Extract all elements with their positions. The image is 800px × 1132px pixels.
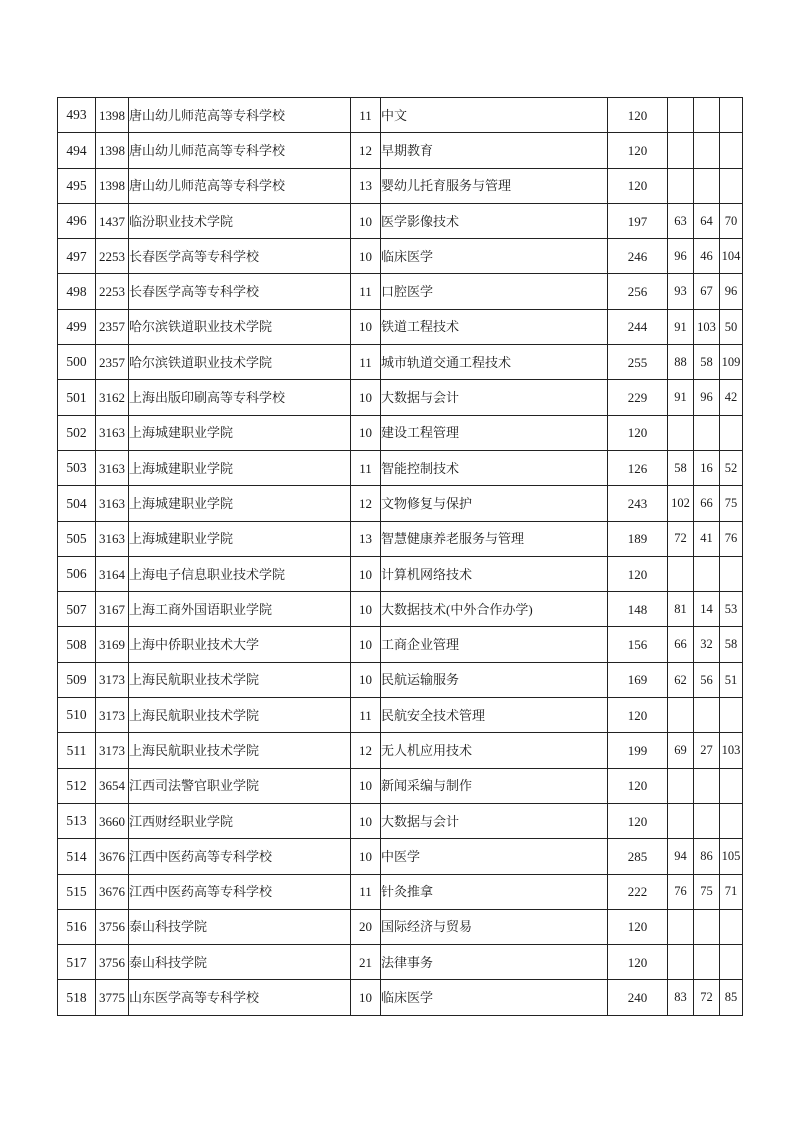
sub-score-3-cell xyxy=(720,909,743,944)
seq-number-cell: 495 xyxy=(58,168,96,203)
sub-score-2-cell: 27 xyxy=(694,733,720,768)
sub-score-1-cell xyxy=(668,415,694,450)
seq-number-cell: 498 xyxy=(58,274,96,309)
major-code-cell: 10 xyxy=(351,768,381,803)
major-name-cell: 法律事务 xyxy=(381,945,608,980)
school-code-cell: 3676 xyxy=(96,839,129,874)
table-row xyxy=(58,168,743,203)
school-code-cell: 3660 xyxy=(96,803,129,838)
school-name-cell: 山东医学高等专科学校 xyxy=(129,980,351,1015)
table-row xyxy=(58,556,743,591)
sub-score-3-cell: 85 xyxy=(720,980,743,1015)
major-name-cell: 智慧健康养老服务与管理 xyxy=(381,521,608,556)
sub-score-1-cell: 83 xyxy=(668,980,694,1015)
table-row xyxy=(58,909,743,944)
score-cell: 189 xyxy=(608,521,668,556)
major-name-cell: 临床医学 xyxy=(381,239,608,274)
score-cell: 243 xyxy=(608,486,668,521)
sub-score-2-cell xyxy=(694,698,720,733)
school-code-cell: 3163 xyxy=(96,486,129,521)
school-code-cell: 3162 xyxy=(96,380,129,415)
seq-number-cell: 515 xyxy=(58,874,96,909)
table-row xyxy=(58,839,743,874)
major-code-cell: 10 xyxy=(351,415,381,450)
major-name-cell: 民航安全技术管理 xyxy=(381,698,608,733)
score-cell: 199 xyxy=(608,733,668,768)
sub-score-1-cell: 72 xyxy=(668,521,694,556)
score-cell: 126 xyxy=(608,450,668,485)
school-name-cell: 长春医学高等专科学校 xyxy=(129,239,351,274)
major-name-cell: 中文 xyxy=(381,98,608,133)
major-code-cell: 10 xyxy=(351,627,381,662)
seq-number-cell: 510 xyxy=(58,698,96,733)
major-code-cell: 21 xyxy=(351,945,381,980)
sub-score-2-cell xyxy=(694,945,720,980)
sub-score-2-cell: 16 xyxy=(694,450,720,485)
major-name-cell: 无人机应用技术 xyxy=(381,733,608,768)
seq-number-cell: 499 xyxy=(58,309,96,344)
major-name-cell: 早期教育 xyxy=(381,133,608,168)
sub-score-3-cell: 58 xyxy=(720,627,743,662)
major-code-cell: 12 xyxy=(351,486,381,521)
sub-score-2-cell: 56 xyxy=(694,662,720,697)
sub-score-3-cell: 53 xyxy=(720,592,743,627)
seq-number-cell: 493 xyxy=(58,98,96,133)
sub-score-3-cell xyxy=(720,945,743,980)
major-name-cell: 铁道工程技术 xyxy=(381,309,608,344)
sub-score-1-cell: 88 xyxy=(668,345,694,380)
sub-score-1-cell: 62 xyxy=(668,662,694,697)
sub-score-3-cell xyxy=(720,698,743,733)
score-cell: 244 xyxy=(608,309,668,344)
major-name-cell: 计算机网络技术 xyxy=(381,556,608,591)
sub-score-3-cell xyxy=(720,768,743,803)
school-name-cell: 哈尔滨铁道职业技术学院 xyxy=(129,309,351,344)
seq-number-cell: 511 xyxy=(58,733,96,768)
sub-score-3-cell xyxy=(720,98,743,133)
table-row xyxy=(58,345,743,380)
major-name-cell: 文物修复与保护 xyxy=(381,486,608,521)
major-code-cell: 12 xyxy=(351,733,381,768)
sub-score-3-cell: 70 xyxy=(720,203,743,238)
sub-score-2-cell: 66 xyxy=(694,486,720,521)
table-row xyxy=(58,415,743,450)
table-row xyxy=(58,662,743,697)
school-code-cell: 3163 xyxy=(96,450,129,485)
sub-score-2-cell: 14 xyxy=(694,592,720,627)
sub-score-1-cell: 93 xyxy=(668,274,694,309)
school-name-cell: 哈尔滨铁道职业技术学院 xyxy=(129,345,351,380)
score-cell: 120 xyxy=(608,698,668,733)
sub-score-3-cell xyxy=(720,168,743,203)
sub-score-2-cell xyxy=(694,415,720,450)
major-code-cell: 10 xyxy=(351,380,381,415)
school-name-cell: 泰山科技学院 xyxy=(129,909,351,944)
school-code-cell: 1398 xyxy=(96,98,129,133)
score-cell: 229 xyxy=(608,380,668,415)
sub-score-3-cell: 96 xyxy=(720,274,743,309)
admission-table-body xyxy=(58,98,743,1016)
major-code-cell: 10 xyxy=(351,803,381,838)
sub-score-1-cell xyxy=(668,133,694,168)
table-row xyxy=(58,768,743,803)
major-code-cell: 13 xyxy=(351,521,381,556)
sub-score-2-cell: 46 xyxy=(694,239,720,274)
sub-score-2-cell xyxy=(694,168,720,203)
major-code-cell: 10 xyxy=(351,980,381,1015)
seq-number-cell: 513 xyxy=(58,803,96,838)
sub-score-1-cell xyxy=(668,698,694,733)
score-cell: 246 xyxy=(608,239,668,274)
sub-score-1-cell xyxy=(668,909,694,944)
school-code-cell: 3169 xyxy=(96,627,129,662)
seq-number-cell: 507 xyxy=(58,592,96,627)
sub-score-1-cell xyxy=(668,803,694,838)
table-row xyxy=(58,733,743,768)
school-code-cell: 2357 xyxy=(96,345,129,380)
sub-score-3-cell: 109 xyxy=(720,345,743,380)
school-code-cell: 3163 xyxy=(96,415,129,450)
sub-score-1-cell: 102 xyxy=(668,486,694,521)
sub-score-3-cell: 71 xyxy=(720,874,743,909)
sub-score-2-cell: 58 xyxy=(694,345,720,380)
sub-score-1-cell: 66 xyxy=(668,627,694,662)
major-code-cell: 13 xyxy=(351,168,381,203)
score-cell: 120 xyxy=(608,415,668,450)
sub-score-1-cell: 58 xyxy=(668,450,694,485)
score-cell: 156 xyxy=(608,627,668,662)
major-code-cell: 10 xyxy=(351,662,381,697)
table-row xyxy=(58,239,743,274)
major-code-cell: 10 xyxy=(351,239,381,274)
school-code-cell: 3756 xyxy=(96,945,129,980)
sub-score-2-cell xyxy=(694,133,720,168)
seq-number-cell: 497 xyxy=(58,239,96,274)
sub-score-1-cell: 63 xyxy=(668,203,694,238)
major-code-cell: 10 xyxy=(351,556,381,591)
sub-score-2-cell: 67 xyxy=(694,274,720,309)
school-code-cell: 3163 xyxy=(96,521,129,556)
table-row xyxy=(58,133,743,168)
score-cell: 120 xyxy=(608,133,668,168)
major-name-cell: 大数据与会计 xyxy=(381,803,608,838)
school-name-cell: 上海城建职业学院 xyxy=(129,415,351,450)
score-cell: 120 xyxy=(608,98,668,133)
table-row xyxy=(58,521,743,556)
score-cell: 256 xyxy=(608,274,668,309)
school-name-cell: 长春医学高等专科学校 xyxy=(129,274,351,309)
major-code-cell: 10 xyxy=(351,592,381,627)
table-row xyxy=(58,380,743,415)
table-row xyxy=(58,945,743,980)
seq-number-cell: 516 xyxy=(58,909,96,944)
seq-number-cell: 503 xyxy=(58,450,96,485)
school-code-cell: 2253 xyxy=(96,274,129,309)
score-cell: 148 xyxy=(608,592,668,627)
sub-score-3-cell: 52 xyxy=(720,450,743,485)
sub-score-2-cell xyxy=(694,768,720,803)
school-code-cell: 3756 xyxy=(96,909,129,944)
sub-score-3-cell: 75 xyxy=(720,486,743,521)
sub-score-2-cell xyxy=(694,556,720,591)
table-row xyxy=(58,627,743,662)
seq-number-cell: 508 xyxy=(58,627,96,662)
seq-number-cell: 502 xyxy=(58,415,96,450)
major-code-cell: 11 xyxy=(351,274,381,309)
score-cell: 120 xyxy=(608,945,668,980)
table-row xyxy=(58,203,743,238)
major-code-cell: 10 xyxy=(351,203,381,238)
sub-score-1-cell: 76 xyxy=(668,874,694,909)
school-name-cell: 唐山幼儿师范高等专科学校 xyxy=(129,133,351,168)
school-name-cell: 江西财经职业学院 xyxy=(129,803,351,838)
sub-score-1-cell xyxy=(668,556,694,591)
school-code-cell: 3676 xyxy=(96,874,129,909)
sub-score-2-cell: 32 xyxy=(694,627,720,662)
school-code-cell: 1398 xyxy=(96,168,129,203)
sub-score-1-cell: 91 xyxy=(668,309,694,344)
sub-score-2-cell: 96 xyxy=(694,380,720,415)
sub-score-3-cell xyxy=(720,803,743,838)
seq-number-cell: 509 xyxy=(58,662,96,697)
sub-score-1-cell: 91 xyxy=(668,380,694,415)
school-code-cell: 1437 xyxy=(96,203,129,238)
sub-score-3-cell: 51 xyxy=(720,662,743,697)
school-name-cell: 江西中医药高等专科学校 xyxy=(129,874,351,909)
major-code-cell: 20 xyxy=(351,909,381,944)
sub-score-3-cell: 103 xyxy=(720,733,743,768)
score-cell: 240 xyxy=(608,980,668,1015)
sub-score-1-cell xyxy=(668,98,694,133)
score-cell: 222 xyxy=(608,874,668,909)
sub-score-3-cell xyxy=(720,556,743,591)
seq-number-cell: 518 xyxy=(58,980,96,1015)
major-name-cell: 城市轨道交通工程技术 xyxy=(381,345,608,380)
school-name-cell: 江西司法警官职业学院 xyxy=(129,768,351,803)
school-name-cell: 上海城建职业学院 xyxy=(129,521,351,556)
major-name-cell: 中医学 xyxy=(381,839,608,874)
school-name-cell: 上海民航职业技术学院 xyxy=(129,698,351,733)
sub-score-2-cell: 64 xyxy=(694,203,720,238)
score-cell: 120 xyxy=(608,556,668,591)
school-name-cell: 上海民航职业技术学院 xyxy=(129,733,351,768)
major-name-cell: 国际经济与贸易 xyxy=(381,909,608,944)
seq-number-cell: 500 xyxy=(58,345,96,380)
major-name-cell: 新闻采编与制作 xyxy=(381,768,608,803)
major-code-cell: 10 xyxy=(351,309,381,344)
school-code-cell: 3164 xyxy=(96,556,129,591)
sub-score-3-cell: 105 xyxy=(720,839,743,874)
major-code-cell: 10 xyxy=(351,839,381,874)
school-code-cell: 1398 xyxy=(96,133,129,168)
major-code-cell: 11 xyxy=(351,874,381,909)
sub-score-3-cell: 104 xyxy=(720,239,743,274)
major-name-cell: 口腔医学 xyxy=(381,274,608,309)
major-name-cell: 大数据与会计 xyxy=(381,380,608,415)
table-row xyxy=(58,874,743,909)
school-name-cell: 上海城建职业学院 xyxy=(129,486,351,521)
school-name-cell: 上海民航职业技术学院 xyxy=(129,662,351,697)
major-name-cell: 工商企业管理 xyxy=(381,627,608,662)
score-cell: 120 xyxy=(608,909,668,944)
major-code-cell: 12 xyxy=(351,133,381,168)
sub-score-1-cell xyxy=(668,768,694,803)
seq-number-cell: 517 xyxy=(58,945,96,980)
school-code-cell: 3173 xyxy=(96,698,129,733)
table-row xyxy=(58,486,743,521)
school-code-cell: 3775 xyxy=(96,980,129,1015)
school-name-cell: 上海出版印刷高等专科学校 xyxy=(129,380,351,415)
school-code-cell: 3173 xyxy=(96,662,129,697)
table-row xyxy=(58,98,743,133)
table-row xyxy=(58,803,743,838)
school-code-cell: 3167 xyxy=(96,592,129,627)
school-name-cell: 上海城建职业学院 xyxy=(129,450,351,485)
score-cell: 120 xyxy=(608,768,668,803)
sub-score-2-cell: 86 xyxy=(694,839,720,874)
school-code-cell: 3654 xyxy=(96,768,129,803)
table-row xyxy=(58,274,743,309)
major-code-cell: 11 xyxy=(351,450,381,485)
seq-number-cell: 496 xyxy=(58,203,96,238)
sub-score-1-cell: 94 xyxy=(668,839,694,874)
sub-score-1-cell xyxy=(668,945,694,980)
sub-score-1-cell: 96 xyxy=(668,239,694,274)
sub-score-3-cell: 50 xyxy=(720,309,743,344)
sub-score-3-cell: 76 xyxy=(720,521,743,556)
sub-score-2-cell: 75 xyxy=(694,874,720,909)
major-code-cell: 11 xyxy=(351,698,381,733)
school-code-cell: 2357 xyxy=(96,309,129,344)
school-code-cell: 3173 xyxy=(96,733,129,768)
sub-score-2-cell: 72 xyxy=(694,980,720,1015)
major-name-cell: 医学影像技术 xyxy=(381,203,608,238)
sub-score-1-cell: 69 xyxy=(668,733,694,768)
table-row xyxy=(58,592,743,627)
seq-number-cell: 501 xyxy=(58,380,96,415)
major-code-cell: 11 xyxy=(351,98,381,133)
sub-score-3-cell xyxy=(720,133,743,168)
score-cell: 285 xyxy=(608,839,668,874)
table-row xyxy=(58,309,743,344)
sub-score-2-cell xyxy=(694,803,720,838)
school-name-cell: 泰山科技学院 xyxy=(129,945,351,980)
score-cell: 120 xyxy=(608,168,668,203)
table-row xyxy=(58,980,743,1015)
major-name-cell: 民航运输服务 xyxy=(381,662,608,697)
school-name-cell: 唐山幼儿师范高等专科学校 xyxy=(129,168,351,203)
score-cell: 255 xyxy=(608,345,668,380)
score-cell: 197 xyxy=(608,203,668,238)
major-name-cell: 大数据技术(中外合作办学) xyxy=(381,592,608,627)
sub-score-2-cell: 41 xyxy=(694,521,720,556)
school-name-cell: 江西中医药高等专科学校 xyxy=(129,839,351,874)
school-name-cell: 临汾职业技术学院 xyxy=(129,203,351,238)
table-row xyxy=(58,698,743,733)
school-name-cell: 上海工商外国语职业学院 xyxy=(129,592,351,627)
seq-number-cell: 514 xyxy=(58,839,96,874)
school-name-cell: 唐山幼儿师范高等专科学校 xyxy=(129,98,351,133)
major-name-cell: 婴幼儿托育服务与管理 xyxy=(381,168,608,203)
table-row xyxy=(58,450,743,485)
score-cell: 169 xyxy=(608,662,668,697)
admission-table xyxy=(57,97,743,1016)
major-name-cell: 临床医学 xyxy=(381,980,608,1015)
sub-score-3-cell: 42 xyxy=(720,380,743,415)
sub-score-1-cell: 81 xyxy=(668,592,694,627)
sub-score-2-cell xyxy=(694,909,720,944)
major-name-cell: 智能控制技术 xyxy=(381,450,608,485)
sub-score-1-cell xyxy=(668,168,694,203)
school-name-cell: 上海电子信息职业技术学院 xyxy=(129,556,351,591)
school-code-cell: 2253 xyxy=(96,239,129,274)
sub-score-3-cell xyxy=(720,415,743,450)
major-name-cell: 针灸推拿 xyxy=(381,874,608,909)
major-code-cell: 11 xyxy=(351,345,381,380)
seq-number-cell: 506 xyxy=(58,556,96,591)
sub-score-2-cell: 103 xyxy=(694,309,720,344)
seq-number-cell: 504 xyxy=(58,486,96,521)
seq-number-cell: 494 xyxy=(58,133,96,168)
seq-number-cell: 505 xyxy=(58,521,96,556)
school-name-cell: 上海中侨职业技术大学 xyxy=(129,627,351,662)
score-cell: 120 xyxy=(608,803,668,838)
major-name-cell: 建设工程管理 xyxy=(381,415,608,450)
sub-score-2-cell xyxy=(694,98,720,133)
seq-number-cell: 512 xyxy=(58,768,96,803)
